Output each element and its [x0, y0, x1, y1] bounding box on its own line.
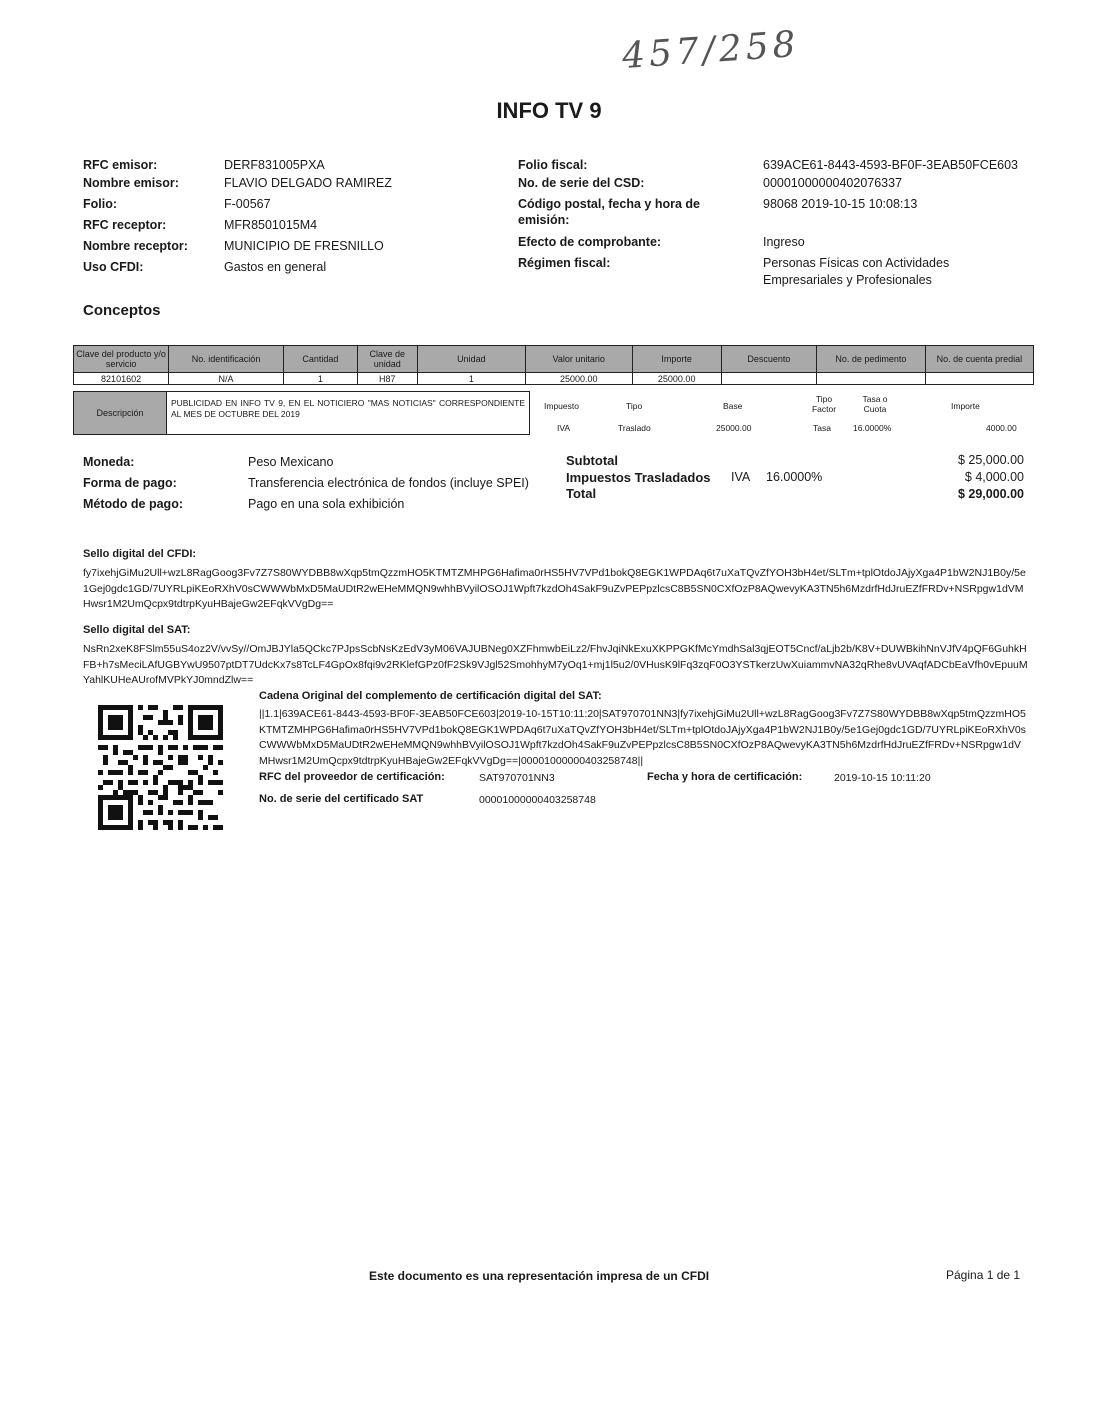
cell-no-cuenta-predial	[925, 373, 1033, 385]
regimen-value-line2: Empresariales y Profesionales	[763, 273, 932, 287]
cadena-label: Cadena Original del complemento de certificación digital del SAT:	[259, 690, 602, 702]
sello-sat-value: NsRn2xeK8FSlm55uS4oz2V/vvSy//OmJBJYla5QCkc7PJpsScbNsKzEdV3yM06VAJUBNeg0XZFhmwbEiLz2/FhvJqiNkExuXKPPGKfMcYmdhSal3qjEOT5Cncf/aLjb2b/K8V+DUWBkihNnVJfV4pQF6GuhkHFB+h7sMeciLAfUGBYwU9507ptDT7UdcKx7s8TcLF4GpOx8fqi9v2RKlefGPz0fF2Sk9VJgl52SmohhyM7yOq1+mj1l5u2/0VHusK9lFq3zqF0O3YSTkerzUwXuiammvNA32qRhe8vUVAqfADCbEaVfh0vEpuuMYahlKUHeAUrofMVPkYJ0mndZlw==	[83, 643, 1028, 686]
imp-header-impuesto: Impuesto	[544, 401, 579, 411]
page-number: Página 1 de 1	[946, 1268, 1021, 1282]
folio-fiscal-value: 639ACE61-8443-4593-BF0F-3EAB50FCE603	[763, 158, 1019, 172]
rfc-emisor-label: RFC emisor:	[83, 158, 158, 172]
nombre-receptor-label: Nombre receptor:	[83, 239, 188, 253]
fecha-certificacion-label: Fecha y hora de certificación:	[647, 771, 803, 783]
cell-unidad: 1	[417, 373, 525, 385]
sello-sat-label: Sello digital del SAT:	[83, 624, 191, 636]
descripcion-box	[73, 391, 530, 435]
cp-fecha-value: 98068 2019-10-15 10:08:13	[763, 197, 918, 211]
fecha-certificacion-value: 2019-10-15 10:11:20	[834, 772, 931, 784]
footer-note: Este documento es una representación impresa de un CFDI	[369, 1269, 710, 1283]
folio-label: Folio:	[83, 197, 118, 211]
descripcion-label: Descripción	[74, 392, 167, 434]
concepts-header-row	[74, 346, 1034, 373]
sello-cfdi-value: fy7ixehjGiMu2Ull+wzL8RagGoog3Fv7Z7S80WYDBB8wXqp5tmQzzmHO5KTMTZMHPG6Hafima0rHS5HV7VPd1bokQ8EGK1WPDAq6t7uXaTQvZfYOH3bH4et/SLTm+tplOtdoJAjyXga4P1bW2NJ1B0y/5e1Gej0gdc1GD/7UYRLpiKEoRXhV0sCWWWbMxD5MaUDtR2wEHeMMQN9whhBVyilOSOJ1Wpft7kzdOh4SakF9uZvPEPpzlcsC8B5SN0CXfOzP8AQwevyKA3TN5h6MzdrfHdJruEZfFRDv+NSRpgw1dVMHwsr1M2UmQcpx9tdtrpKyuHBajeGw2EFqkVVgDg==	[83, 567, 1026, 610]
cp-fecha-label-line1: Código postal, fecha y hora de	[518, 197, 700, 211]
descripcion-text: PUBLICIDAD EN INFO TV 9, EN EL NOTICIERO "MAS NOTICIAS" CORRESPONDIENTE AL MES DE OCTUBRE DEL 2019	[171, 398, 525, 419]
metodo-pago-label: Método de pago:	[83, 497, 183, 511]
uso-cfdi-value: Gastos en general	[224, 260, 327, 274]
efecto-value: Ingreso	[763, 235, 805, 249]
qr-code	[98, 704, 223, 831]
cell-no-pedimento	[817, 373, 926, 385]
nombre-emisor-label: Nombre emisor:	[83, 176, 179, 190]
serie-csd-value: 00001000000402076337	[763, 176, 903, 190]
forma-pago-value: Transferencia electrónica de fondos (incluye SPEI)	[248, 476, 529, 490]
header-clave-unidad: Clave de unidad	[357, 346, 417, 373]
handwritten-note: 457/258	[620, 23, 801, 78]
header-clave-producto: Clave del producto y/o servicio	[74, 346, 169, 373]
cell-clave-producto: 82101602	[74, 373, 169, 385]
rfc-receptor-value: MFR8501015M4	[224, 218, 318, 232]
imp-cell-importe: 4000.00	[986, 423, 1017, 433]
imp-header-tipo: Tipo	[626, 401, 643, 411]
regimen-value-line1: Personas Físicas con Actividades	[763, 256, 950, 270]
header-unidad: Unidad	[417, 346, 525, 373]
uso-cfdi-label: Uso CFDI:	[83, 260, 144, 274]
header-valor-unitario: Valor unitario	[525, 346, 632, 373]
efecto-label: Efecto de comprobante:	[518, 235, 662, 249]
imp-cell-tipo-factor: Tasa	[813, 423, 831, 433]
total-value: $ 29,000.00	[957, 487, 1024, 501]
cell-importe: 25000.00	[632, 373, 721, 385]
impuestos-value: $ 4,000.00	[964, 470, 1024, 484]
rfc-receptor-label: RFC receptor:	[83, 218, 167, 232]
forma-pago-label: Forma de pago:	[83, 476, 177, 490]
cell-valor-unitario: 25000.00	[525, 373, 632, 385]
total-label: Total	[566, 486, 597, 501]
cp-fecha-label-line2: emisión:	[518, 213, 570, 227]
imp-cell-tasa-cuota: 16.0000%	[853, 423, 892, 433]
nombre-emisor-value: FLAVIO DELGADO RAMIREZ	[224, 176, 392, 190]
rfc-emisor-value: DERF831005PXA	[224, 158, 325, 172]
moneda-label: Moneda:	[83, 455, 135, 469]
imp-cell-base: 25000.00	[716, 423, 752, 433]
impuestos-tasa: 16.0000%	[766, 470, 823, 484]
moneda-value: Peso Mexicano	[248, 455, 334, 469]
conceptos-heading: Conceptos	[83, 302, 161, 319]
folio-value: F-00567	[224, 197, 271, 211]
serie-sat-label: No. de serie del certificado SAT	[259, 793, 424, 805]
cell-clave-unidad: H87	[357, 373, 417, 385]
rfc-proveedor-label: RFC del proveedor de certificación:	[259, 771, 445, 783]
cadena-value: ||1.1|639ACE61-8443-4593-BF0F-3EAB50FCE603|2019-10-15T10:11:20|SAT970701NN3|fy7ixehjGiMu2Ull+wzL8RagGoog3Fv7Z7S80WYDBB8wXqp5tmQzzmHO5KTMTZMHPG6Hafima0rHS5HV7VPd1bokQ8EGK1WPDAq6t7uXaTQvZfYOH3bH4et/SLTm+tplOtdoJAjyXga4P1bW2NJ1B0y/5e1Gej0gdc1GD/7UYRLpiKEoRXhV0sCWWWbMxD5MaUDtR2wEHeMMQN9whhBVyilOSOJ1Wpft7kzdOh4SakF9uZvPEPpzlcsC8B5SN0CXfOzP8AQwevyKA3TN5h6MzdrfHdJruEZfFRDv+NSRpgw1dVMHwsr1M2UmQcpx9tdtrpKyuHBajeGw2EFqkVVgDg==|00001000000403258748||	[259, 708, 1026, 767]
header-no-pedimento: No. de pedimento	[817, 346, 926, 373]
header-cantidad: Cantidad	[283, 346, 357, 373]
cell-no-identificacion: N/A	[169, 373, 284, 385]
imp-cell-tipo: Traslado	[618, 423, 651, 433]
serie-sat-value: 00001000000403258748	[479, 794, 596, 806]
cell-descuento	[721, 373, 816, 385]
imp-header-importe: Importe	[951, 401, 980, 411]
nombre-receptor-value: MUNICIPIO DE FRESNILLO	[224, 239, 384, 253]
subtotal-label: Subtotal	[566, 453, 618, 468]
folio-fiscal-label: Folio fiscal:	[518, 158, 588, 172]
header-descuento: Descuento	[721, 346, 816, 373]
subtotal-value: $ 25,000.00	[957, 453, 1024, 467]
imp-header-tipo-factor: Tipo Factor	[811, 394, 837, 414]
header-importe: Importe	[632, 346, 721, 373]
impuestos-trasladados-label: Impuestos Trasladados	[566, 470, 711, 485]
concepts-table	[73, 345, 1034, 385]
document-title: INFO TV 9	[496, 98, 602, 123]
imp-header-tasa-cuota: Tasa o Cuota	[862, 394, 888, 414]
impuestos-tipo: IVA	[731, 470, 751, 484]
header-no-cuenta-predial: No. de cuenta predial	[925, 346, 1033, 373]
imp-cell-impuesto: IVA	[557, 423, 571, 433]
header-no-identificacion: No. identificación	[169, 346, 284, 373]
imp-header-base: Base	[723, 401, 743, 411]
serie-csd-label: No. de serie del CSD:	[518, 176, 645, 190]
cell-cantidad: 1	[283, 373, 357, 385]
rfc-proveedor-value: SAT970701NN3	[479, 772, 555, 784]
regimen-label: Régimen fiscal:	[518, 256, 611, 270]
metodo-pago-value: Pago en una sola exhibición	[248, 497, 405, 511]
table-row	[74, 373, 1034, 385]
sello-cfdi-label: Sello digital del CFDI:	[83, 548, 197, 560]
